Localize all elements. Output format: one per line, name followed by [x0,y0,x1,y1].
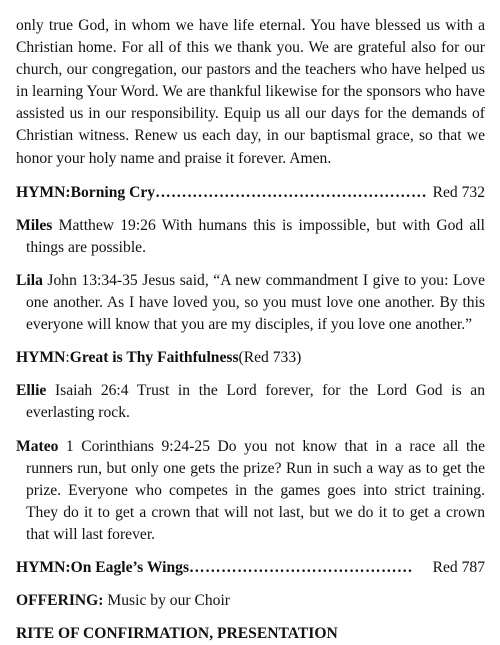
section-heading: RITE OF CONFIRMATION, PRESENTATION [16,625,338,643]
reading-ellie [16,380,485,424]
hymn-label: HYMN [16,349,66,367]
reading-lila [16,270,485,336]
reading-text: Matthew 19:26 With humans this is impossible, but with God all things are possible. [26,216,485,256]
hymn-on-eagles-wings [16,557,485,579]
hymn-reference: Red 732 [432,183,485,201]
reader-name: Mateo [16,437,59,455]
reader-name: Lila [16,271,43,289]
hymn-reference: Red 787 [432,558,485,576]
hymn-title: Borning Cry [70,183,156,201]
reading-text: Isaiah 26:4 Trust in the Lord forever, for the Lord God is an everlasting rock. [26,382,485,422]
hymn-title: On Eagle’s Wings [70,558,190,576]
reading-text: 1 Corinthians 9:24-25 Do you not know that in a race all the runners run, but only one gets the prize? Run in such a way as to get the prize. Everyone who competes in the games goes into strict training. They do it to get a crown that will not last, but we do it to get a crown that will last forever. [26,437,485,543]
hymn-label: HYMN: [16,558,71,576]
offering-line [16,590,485,612]
reading-text: John 13:34-35 Jesus said, “A new commandment I give to you: Love one another. As I have loved you, so you must love one another. By this everyone will know that you are my disciples, if you love one another.” [26,271,485,334]
hymn-borning-cry [16,182,485,204]
reading-miles [16,215,485,259]
reader-name: Ellie [16,382,47,400]
closing-prayer: only true God, in whom we have life eternal. You have blessed us with a Christian home. For all of this we thank you. We are grateful also for our church, our congregation, our pastors and the teachers who have helped us in learning Your Word. We are thankful likewise for the sponsors who have assisted us in our responsibility. Equip us all our days for the demands of Christian witness. Renew us each day, in our baptismal grace, so that we honor your holy name and praise it forever. Amen. [16,17,485,167]
hymn-reference: (Red 733) [238,349,302,367]
leader-dots: …………………………………………… [155,183,427,201]
hymn-label: HYMN: [16,183,71,201]
hymn-colon: : [65,349,70,367]
reading-mateo [16,436,485,546]
offering-label: OFFERING: [16,592,104,610]
document-page [16,15,485,645]
leader-dots: …………………………………… [189,558,413,576]
hymn-title: Great is Thy Faithfulness [69,349,239,367]
offering-text: Music by our Choir [103,592,230,610]
hymn-great-is-thy-faithfulness [16,347,485,369]
reader-name: Miles [16,216,53,234]
